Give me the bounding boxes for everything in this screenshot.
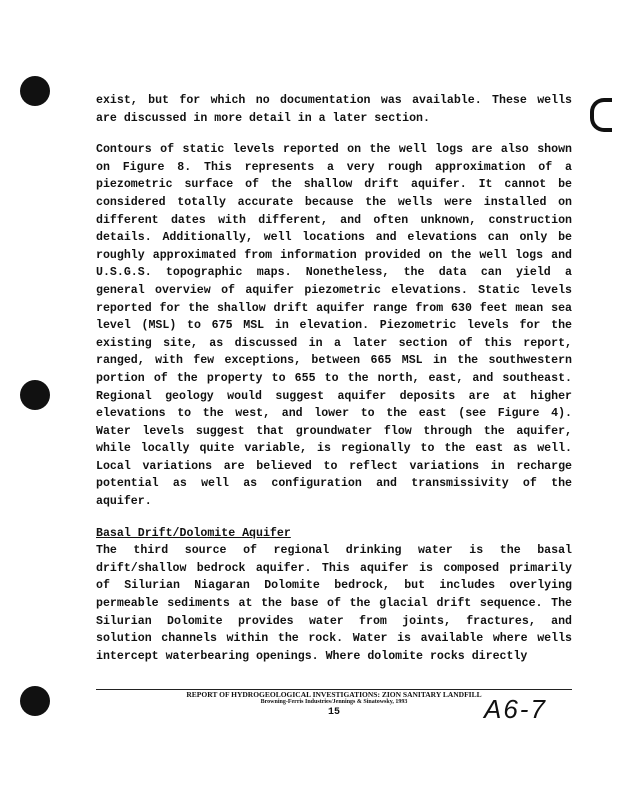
text-line: general overview of aquifer piezometric elevations. Static levels [96, 283, 572, 297]
text-line: U.S.G.S. topographic maps. Nonetheless, the data can yield a [96, 266, 572, 280]
document-body [96, 92, 572, 679]
text-line: elevations to the west, and lower to the east (see Figure 4). [96, 407, 572, 421]
punch-hole [20, 686, 50, 716]
text-line: Regional geology would suggest aquifer deposits are at higher [96, 389, 572, 403]
paragraph-static-levels [96, 141, 572, 510]
text-line: Water levels suggest that groundwater flow through the aquifer, [96, 424, 572, 438]
text-line: level (MSL) to 675 MSL in elevation. Piezometric levels for the [96, 319, 572, 333]
text-line: details. Additionally, well locations and elevations can only be [96, 231, 572, 245]
handwritten-page-mark: A6-7 [484, 694, 547, 724]
binding-clip-mark [590, 98, 612, 132]
page-number: 15 [327, 707, 340, 718]
text-line: reported for the shallow drift aquifer range from 630 feet mean sea [96, 301, 572, 315]
punch-hole [20, 76, 50, 106]
text-line: considered totally accurate because the wells were installed on [96, 195, 572, 209]
text-line: drift/shallow bedrock aquifer. This aquifer is composed primarily [96, 561, 572, 575]
text-line: intercept waterbearing openings. Where dolomite rocks directly [96, 649, 528, 663]
section-heading: Basal Drift/Dolomite Aquifer [96, 526, 291, 540]
text-line: permeable sediments at the base of the glacial drift sequence. The [96, 597, 572, 611]
text-line: Contours of static levels reported on the well logs are also shown [96, 143, 572, 157]
text-line: of Silurian Niagaran Dolomite bedrock, but includes overlying [96, 579, 572, 593]
punch-hole [20, 380, 50, 410]
footer-title: REPORT OF HYDROGEOLOGICAL INVESTIGATIONS: ZION SANITARY LANDFILL [186, 690, 482, 699]
text-line: different dates with different, and often unknown, construction [96, 213, 572, 227]
text-line: Silurian Dolomite provides water from joints, fractures, and [96, 614, 572, 628]
text-line: solution channels within the rock. Water is available where wells [96, 632, 572, 646]
text-line: portion of the property to 655 to the north, east, and southeast. [96, 371, 572, 385]
text-line: aquifer. [96, 495, 152, 509]
text-line: piezometric surface of the shallow drift aquifer. It cannot be [96, 178, 572, 192]
text-line: while locally quite variable, is regionally to the east as well. [96, 442, 572, 456]
text-line: roughly approximated from information provided on the well logs and [96, 248, 572, 262]
paragraph-continued [96, 92, 572, 127]
text-line: potential as well as configuration and transmissivity of the [96, 477, 572, 491]
text-line: The third source of regional drinking water is the basal [96, 544, 572, 558]
text-line: ranged, with few exceptions, between 665 MSL in the southwestern [96, 354, 572, 368]
text-line: are discussed in more detail in a later section. [96, 111, 430, 125]
text-line: exist, but for which no documentation was available. These wells [96, 94, 572, 107]
footer-subtitle: Browning-Ferris Industries/Jennings & Sinatowsky, 1993 [260, 699, 408, 705]
text-line: existing site, as discussed in a later section of this report, [96, 336, 572, 350]
text-line: on Figure 8. This represents a very rough approximation of a [96, 160, 572, 174]
section-basal-drift [96, 525, 572, 666]
text-line: Local variations are believed to reflect variations in recharge [96, 459, 572, 473]
